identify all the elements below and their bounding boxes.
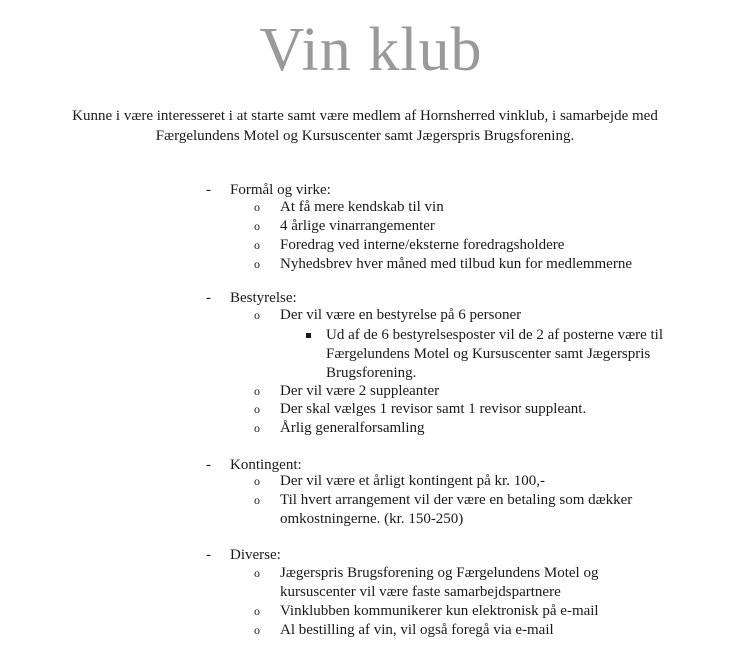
list-item-text: Jægerspris Brugsforening og Færgelundens Motel og kursuscenter vil være faste samarbejdspartnere [280, 565, 599, 600]
dash-bullet: - [206, 547, 211, 563]
dash-bullet: - [206, 457, 211, 473]
list-item-text: 4 årlige vinarrangementer [280, 218, 435, 234]
circle-bullet: o [254, 421, 260, 435]
circle-bullet: o [254, 402, 260, 416]
section-label: Formål og virke: [230, 182, 331, 198]
circle-bullet: o [254, 493, 260, 507]
circle-bullet: o [254, 623, 260, 637]
square-bullet [306, 333, 311, 338]
section-label: Kontingent: [230, 457, 302, 473]
sub-list-item-text: Ud af de 6 bestyrelsesposter vil de 2 af posterne være til Færgelundens Motel og Kursuscenter samt Jægerspris Brugsforening. [326, 327, 663, 381]
list-item-text: Til hvert arrangement vil der være en betaling som dækker omkostningerne. (kr. 150-250) [280, 492, 633, 527]
list-item-text: Der vil være en bestyrelse på 6 personer [280, 307, 522, 323]
circle-bullet: o [254, 604, 260, 618]
circle-bullet: o [254, 200, 260, 214]
list-item-text: Foredrag ved interne/eksterne foredragsholdere [280, 237, 565, 253]
circle-bullet: o [254, 219, 260, 233]
section-label: Diverse: [230, 547, 281, 563]
section-label: Bestyrelse: [230, 290, 297, 306]
list-item-text: Der vil være et årligt kontingent på kr. 100,- [280, 473, 545, 489]
circle-bullet: o [254, 384, 260, 398]
circle-bullet: o [254, 308, 260, 322]
circle-bullet: o [254, 474, 260, 488]
list-item-text: Nyhedsbrev hver måned med tilbud kun for medlemmerne [280, 256, 632, 272]
list-item-text: At få mere kendskab til vin [280, 199, 444, 215]
intro-paragraph: Kunne i være interesseret i at starte samt være medlem af Hornsherred vinklub, i samarbejde med Færgelundens Motel og Kursuscenter samt Jægerspris Brugsforening. [72, 108, 658, 144]
dash-bullet: - [206, 182, 211, 198]
circle-bullet: o [254, 238, 260, 252]
page-title: Vin klub [259, 16, 483, 84]
list-item-text: Der skal vælges 1 revisor samt 1 revisor suppleant. [280, 401, 587, 417]
circle-bullet: o [254, 566, 260, 580]
circle-bullet: o [254, 257, 260, 271]
dash-bullet: - [206, 290, 211, 306]
list-item-text: Der vil være 2 suppleanter [280, 383, 440, 399]
list-item-text: Årlig generalforsamling [280, 420, 425, 436]
list-item-text: Vinklubben kommunikerer kun elektronisk på e-mail [280, 603, 599, 619]
list-item-text: Al bestilling af vin, vil også foregå via e-mail [280, 622, 554, 638]
